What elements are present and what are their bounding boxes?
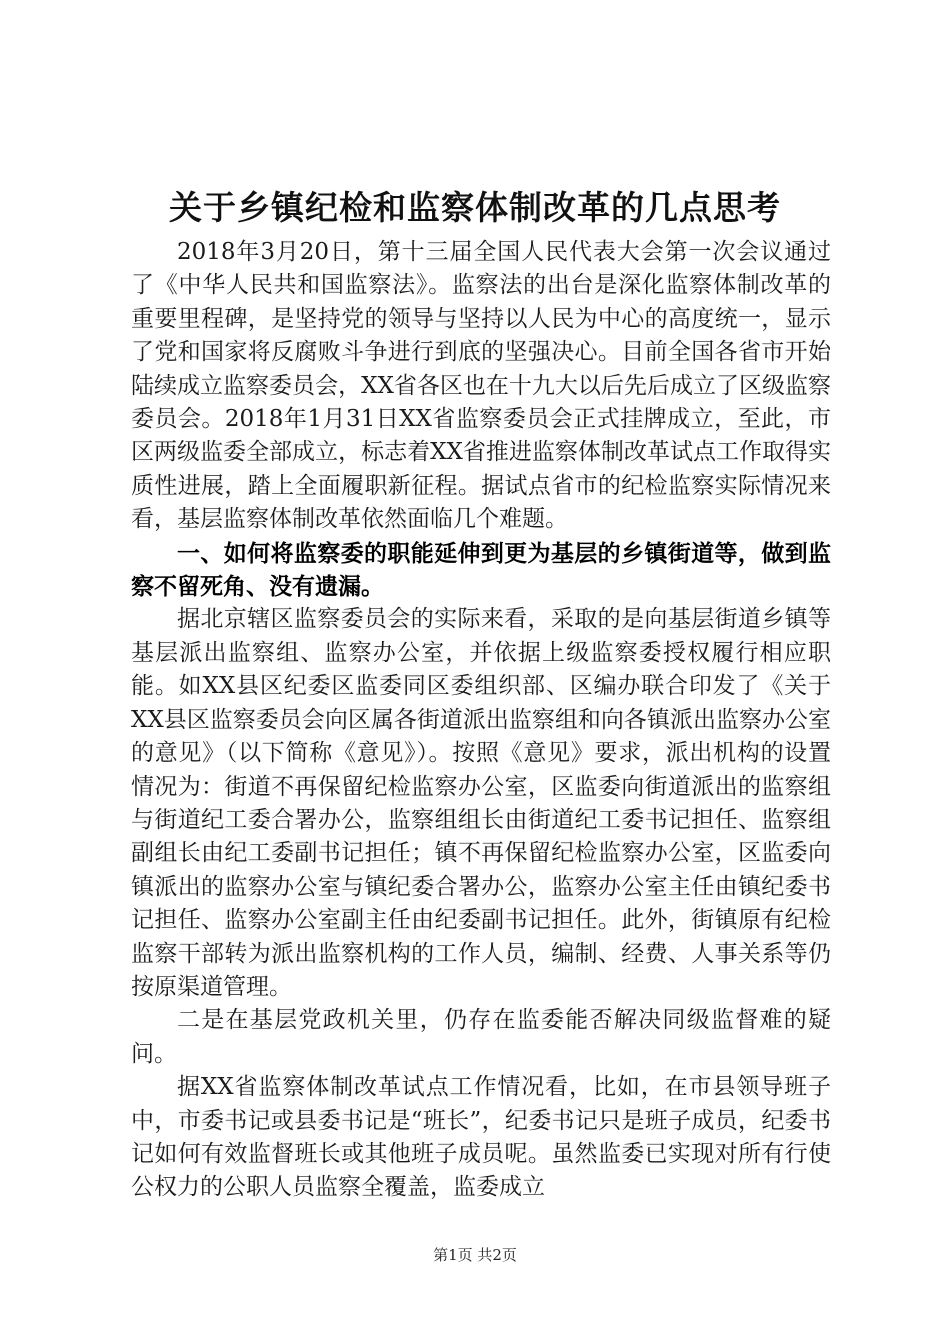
section-heading-one: 一、如何将监察委的职能延伸到更为基层的乡镇街道等，做到监察不留死角、没有遗漏。	[131, 539, 831, 601]
section-heading-two: 二是在基层党政机关里，仍存在监委能否解决同级监督难的疑问。	[131, 1007, 831, 1067]
document-body	[131, 236, 831, 1205]
document-title: 关于乡镇纪检和监察体制改革的几点思考	[169, 188, 781, 227]
paragraph-pilot: 据XX省监察体制改革试点工作情况看，比如，在市县领导班子中，市委书记或县委书记是“班长”，纪委书记只是班子成员，纪委书记如何有效监督班长或其他班子成员呢。虽然监委已实现对所有行使公权力的公职人员监察全覆盖，监委成立	[131, 1074, 831, 1201]
paragraph-beijing: 据北京辖区监察委员会的实际来看，采取的是向基层街道乡镇等基层派出监察组、监察办公室，并依据上级监察委授权履行相应职能。如XX县区纪委区监委同区委组织部、区编办联合印发了《关于XX县区监察委员会向区属各街道派出监察组和向各镇派出监察办公室的意见》（以下简称《意见》）。按照《意见》要求，派出机构的设置情况为：街道不再保留纪检监察办公室，区监委向街道派出的监察组与街道纪工委合署办公，监察组组长由街道纪工委书记担任、监察组副组长由纪工委副书记担任；镇不再保留纪检监察办公室，区监委向镇派出的监察办公室与镇纪委合署办公，监察办公室主任由镇纪委书记担任、监察办公室副主任由纪委副书记担任。此外，街镇原有纪检监察干部转为派出监察机构的工作人员，编制、经费、人事关系等仍按原渠道管理。	[131, 606, 831, 1000]
paragraph-intro: 2018年3月20日，第十三届全国人民代表大会第一次会议通过了《中华人民共和国监察法》。监察法的出台是深化监察体制改革的重要里程碑，是坚持党的领导与坚持以人民为中心的高度统一，显示了党和国家将反腐败斗争进行到底的坚强决心。目前全国各省市开始陆续成立监察委员会，XX省各区也在十九大以后先后成立了区级监察委员会。2018年1月31日XX省监察委员会正式挂牌成立，至此，市区两级监委全部成立，标志着XX省推进监察体制改革试点工作取得实质性进展，踏上全面履职新征程。据试点省市的纪检监察实际情况来看，基层监察体制改革依然面临几个难题。	[131, 239, 831, 533]
page-footer: 第1页 共2页	[433, 1246, 517, 1264]
